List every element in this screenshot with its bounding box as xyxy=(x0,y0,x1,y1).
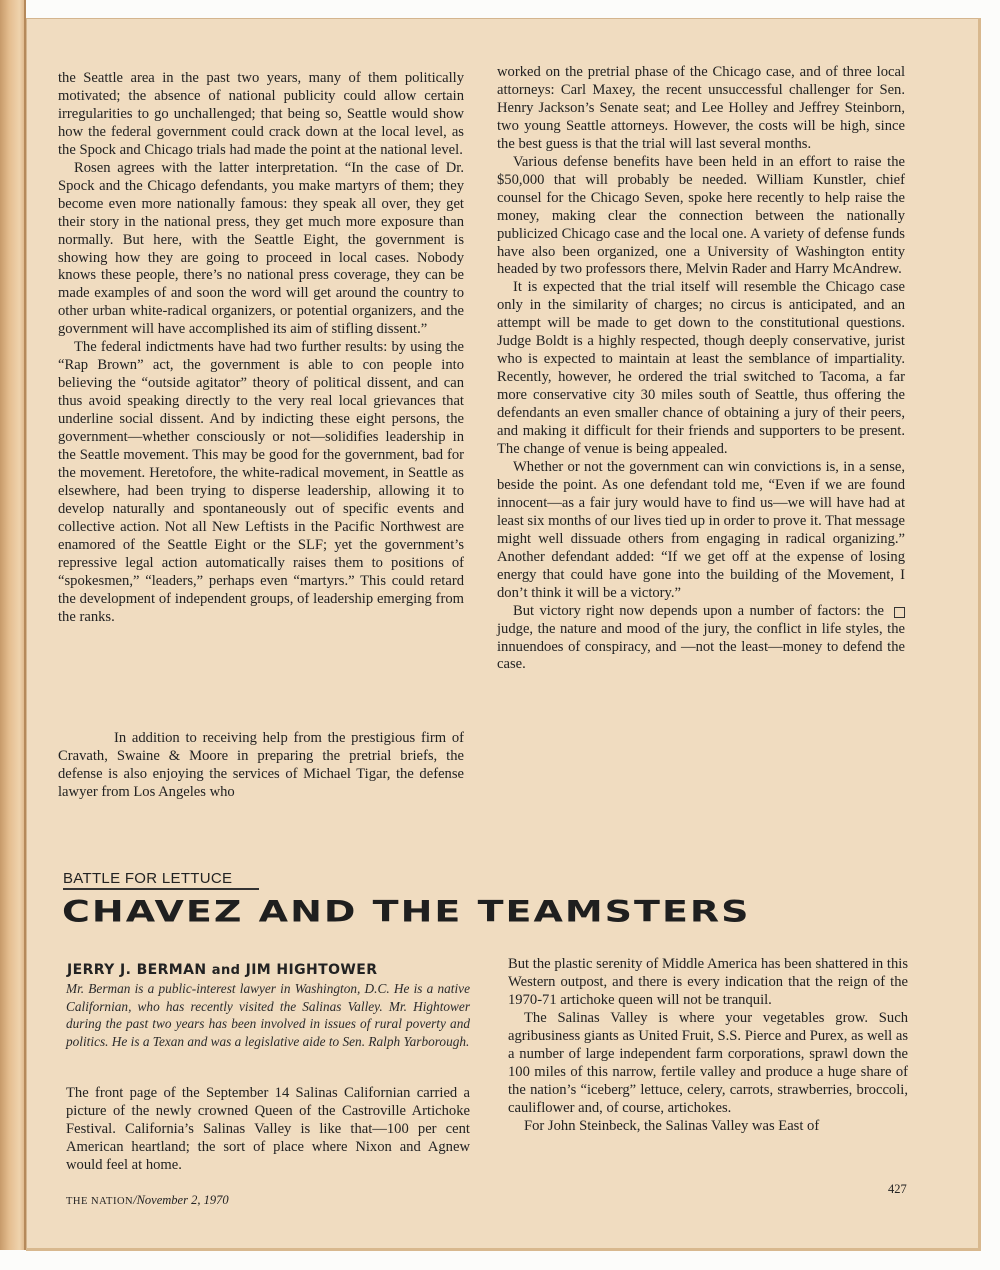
page-footer-credit xyxy=(66,1193,229,1208)
bottom-article-right-column xyxy=(508,956,908,1136)
top-article-right-column xyxy=(497,64,905,674)
page-number: 427 xyxy=(888,1182,907,1196)
article-headline: CHAVEZ AND THE TEAMSTERS xyxy=(62,894,751,929)
author-name: JERRY J. BERMAN xyxy=(67,962,207,978)
paragraph: worked on the pretrial phase of the Chicago case, and of three local attorneys: Carl Maxey, the recent unsuccessful challenger for Sen. Henry Jackson’s Senate seat; and Lee Holley and Jeffrey Steinborn, two young Seattle attorneys. However, the costs will be high, since the best guess is that the trial will last several months. xyxy=(497,64,905,152)
paragraph: It is expected that the trial itself will resemble the Chicago case only in the similarity of charges; no circus is anticipated, and an attempt will be made to get down to the constitutional questions. Judge Boldt is a highly respected, though deeply conservative, jurist who is expected to maintain at least the semblance of impartiality. Recently, however, he ordered the trial switched to Tacoma, a far more conservative city 30 miles south of Seattle, thus offering the defendants an even smaller chance of obtaining a jury of their peers, and making it difficult for their friends and supporters to be present. The change of venue is being appealed. xyxy=(497,279,905,458)
author-name: JIM HIGHTOWER xyxy=(245,962,378,978)
page-edge-bottom xyxy=(26,1248,981,1251)
section-kicker: BATTLE FOR LETTUCE xyxy=(63,870,233,887)
paragraph: Whether or not the government can win convictions is, in a sense, beside the point. As one defendant told me, “Even if we are found innocent—as a fair jury would have to find us—we will have had at least six months of our lives tied up in order to prove it. That message might well dissuade others from engaging in radical organizing.” Another defendant added: “If we get off at the expense of losing energy that could have gone into the building of the Movement, I don’t think it will be a victory.” xyxy=(497,458,905,601)
paragraph: Various defense benefits have been held in an effort to raise the $50,000 that will probably be needed. William Kunstler, chief counsel for the Chicago Seven, spoke here recently to help raise the money, making clear the connection between the nationally publicized Chicago case and the local one. A variety of defense funds have also been organized, one a University of Washington entity headed by two professors there, Melvin Rader and Harry McAndrew. xyxy=(497,153,905,278)
paragraph-text: But victory right now depends upon a number of factors: the judge, the nature and mood of the jury, the conflict in life styles, the innuendoes of conspiracy, and —not the least—money to defend the case. xyxy=(497,602,905,673)
kicker-underline xyxy=(63,888,259,890)
top-article-left-column xyxy=(58,70,464,627)
issue-date: /November 2, 1970 xyxy=(133,1193,229,1207)
end-mark-icon xyxy=(894,607,905,618)
paragraph: The front page of the September 14 Salinas Californian carried a picture of the newly crowned Queen of the Castroville Artichoke Festival. California’s Salinas Valley is like that—100 per cent American heartland; the sort of place where Nixon and Agnew would feel at home. xyxy=(66,1085,470,1173)
paragraph: But the plastic serenity of Middle America has been shattered in this Western outpost, and there is every indication that the reign of the 1970-71 artichoke queen will not be tranquil. xyxy=(508,956,908,1008)
bottom-article-left-column xyxy=(66,1085,470,1175)
byline-conjunction: and xyxy=(211,963,241,978)
paragraph: In addition to receiving help from the prestigious firm of Cravath, Swaine & Moore in preparing the pretrial briefs, the defense is also enjoying the services of Michael Tigar, the defense lawyer from Los Angeles who xyxy=(58,730,464,800)
paragraph: The Salinas Valley is where your vegetables grow. Such agribusiness giants as United Fruit, S.S. Pierce and Purex, as well as a number of large independent farm corporations, sprawl down the 100 miles of this narrow, fertile valley and produce a huge share of the nation’s “iceberg” lettuce, celery, carrots, strawberries, broccoli, cauliflower and, of course, artichokes. xyxy=(508,1009,908,1116)
author-bio: Mr. Berman is a public-interest lawyer in Washington, D.C. He is a native Californian, who has recently visited the Salinas Valley. Mr. Hightower during the past two years has been involved in issues of rural poverty and politics. He is a Texan and was a legislative aide to Sen. Ralph Yarborough. xyxy=(66,981,470,1049)
publication-name: THE NATION xyxy=(66,1196,134,1207)
book-gutter xyxy=(0,0,26,1250)
paragraph: the Seattle area in the past two years, many of them politically motivated; the absence of national publicity could allow certain irregularities to go unchallenged; that being so, Seattle would show how the federal government could crack down at the local level, as the Spock and Chicago trials had made the point at the national level. xyxy=(58,70,464,158)
page-edge-right xyxy=(978,18,981,1250)
paragraph: Rosen agrees with the latter interpretation. “In the case of Dr. Spock and the Chicago defendants, you make martyrs of them; they become even more nationally famous: they speak all over, they get their story in the national press, they get much more exposure than normally. But here, with the Seattle Eight, the government is showing how they are going to proceed in local cases. Nobody knows these people, there’s no national press coverage, they can be made examples of and soon the word will get around the country to other urban white-radical organizers, or potential organizers, and the government will have accomplished its aim of stifling dissent.” xyxy=(58,159,464,338)
top-article-left-column-continued xyxy=(58,730,464,802)
last-paragraph xyxy=(497,603,905,675)
paragraph: For John Steinbeck, the Salinas Valley was East of xyxy=(524,1117,820,1134)
byline xyxy=(67,962,377,978)
paragraph: The federal indictments have had two further results: by using the “Rap Brown” act, the government is able to con people into believing the “outside agitator” theory of political dissent, and can thus avoid speaking directly to the very real local grievances that underline social dissent. And by indicting these eight persons, the government—whether consciously or not—solidifies leadership in the Seattle movement. This may be good for the government, bad for the movement. Heretofore, the white-radical movement, in Seattle as elsewhere, had been trying to disperse leadership, allowing it to develop naturally and spontaneously out of specific events and collective action. Not all New Leftists in the Pacific Northwest are enamored of the Seattle Eight or the SLF; yet the government’s repressive legal action automatically raises them to positions of “spokesmen,” “leaders,” perhaps even “martyrs.” This could retard the development of independent groups, of leadership emerging from the ranks. xyxy=(58,339,464,625)
